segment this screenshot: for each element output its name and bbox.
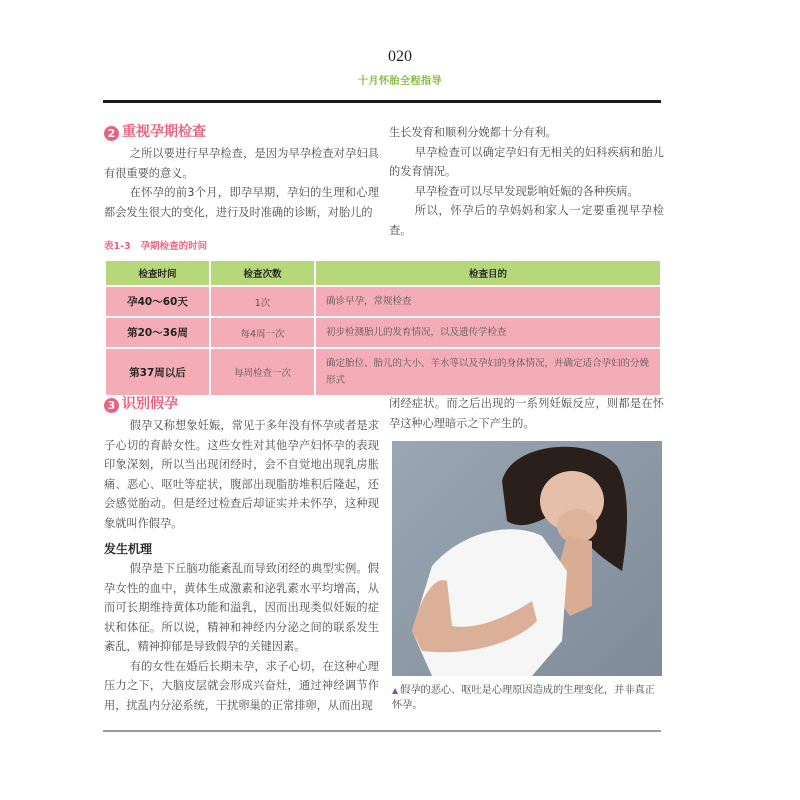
paragraph: 之所以要进行早孕检查，是因为早孕检查对孕妇具有很重要的意义。 <box>104 147 379 180</box>
cell-purpose: 初步检测胎儿的发育情况，以及遗传学检查 <box>315 317 661 348</box>
header-exam-purpose: 检查目的 <box>315 260 661 286</box>
cell-time: 孕40～60天 <box>105 286 210 317</box>
cell-purpose: 确定胎位、胎儿的大小、羊水等以及孕妇的身体情况，并确定适合孕妇的分娩形式 <box>315 348 661 396</box>
section-number-badge: 2 <box>104 126 119 141</box>
paragraph: 有的女性在婚后长期未孕，求子心切，在这种心理压力之下，大脑皮层就会形成兴奋灶，通过神经调节作用，扰乱内分泌系统，干扰卵巢的正常排卵，从而出现 <box>104 659 379 712</box>
section2-left-column <box>104 122 379 222</box>
section3-right-column <box>389 394 664 433</box>
cell-count: 1次 <box>210 286 315 317</box>
table-row <box>105 317 661 348</box>
table-id: 表1-3 <box>104 241 131 252</box>
section2-heading <box>104 122 379 144</box>
section-number-badge: 3 <box>104 398 119 413</box>
cell-purpose: 确诊早孕，常规检查 <box>315 286 661 317</box>
cell-count: 每周检查一次 <box>210 348 315 396</box>
section3-left-column <box>104 394 379 715</box>
cell-time: 第20～36周 <box>105 317 210 348</box>
woman-nausea-illustration <box>392 441 662 676</box>
table-title: 孕期检查的时间 <box>140 241 208 252</box>
photo-caption <box>392 683 664 713</box>
cell-count: 每4周一次 <box>210 317 315 348</box>
paragraph: 早孕检查可以确定孕妇有无相关的妇科疾病和胎儿的发育情况。 <box>389 145 664 178</box>
table-header-row <box>105 260 661 286</box>
footer-divider <box>103 730 661 732</box>
paragraph: 闭经症状。而之后出现的一系列妊娠反应，则都是在怀孕这种心理暗示之下产生的。 <box>389 397 664 430</box>
section2-title: 重视孕期检查 <box>122 124 206 141</box>
header-exam-count: 检查次数 <box>210 260 315 286</box>
exam-schedule-table <box>104 259 662 397</box>
photo-caption-text: 假孕的恶心、呕吐是心理原因造成的生理变化，并非真正怀孕。 <box>392 685 655 711</box>
subheading-mechanism: 发生机理 <box>104 542 153 556</box>
table-caption <box>104 238 217 252</box>
triangle-marker-icon: ▲ <box>392 686 399 695</box>
paragraph: 假孕又称想象妊娠，常见于多年没有怀孕或者是求子心切的育龄女性。这些女性对其他孕产妇怀孕的表现印象深刻，所以当出现闭经时，会不自觉地出现乳房胀痛、恶心、呕吐等症状，腹部出现脂肪堆积后隆起，还会感觉胎动。但是经过检查后却证实并未怀孕，这种现象就叫作假孕。 <box>104 419 379 530</box>
header-exam-time: 检查时间 <box>105 260 210 286</box>
header-divider <box>103 100 661 103</box>
cell-time: 第37周以后 <box>105 348 210 396</box>
paragraph: 早孕检查可以尽早发现影响妊娠的各种疾病。 <box>414 184 639 198</box>
page-number: 020 <box>388 48 412 65</box>
section3-title: 识别假孕 <box>122 396 178 413</box>
section3-heading <box>104 394 379 416</box>
paragraph: 生长发育和顺利分娩都十分有利。 <box>389 126 557 139</box>
paragraph: 在怀孕的前3个月，即孕早期，孕妇的生理和心理都会发生很大的变化，进行及时准确的诊断，对胎儿的 <box>104 186 379 219</box>
illustration-photo <box>392 441 662 676</box>
table-row <box>105 286 661 317</box>
running-title: 十月怀胎全程指导 <box>358 76 442 87</box>
section2-right-column <box>389 123 664 240</box>
paragraph: 假孕是下丘脑功能紊乱而导致闭经的典型实例。假孕女性的血中，黄体生成激素和泌乳素水平均增高，从而可长期维持黄体功能和溢乳，因而出现类似妊娠的症状和体征。所以说，精神和神经内分泌之间的联系发生紊乱，精神抑郁是导致假孕的关键因素。 <box>104 562 379 653</box>
paragraph: 所以，怀孕后的孕妈妈和家人一定要重视早孕检查。 <box>389 204 664 237</box>
table-row <box>105 348 661 396</box>
